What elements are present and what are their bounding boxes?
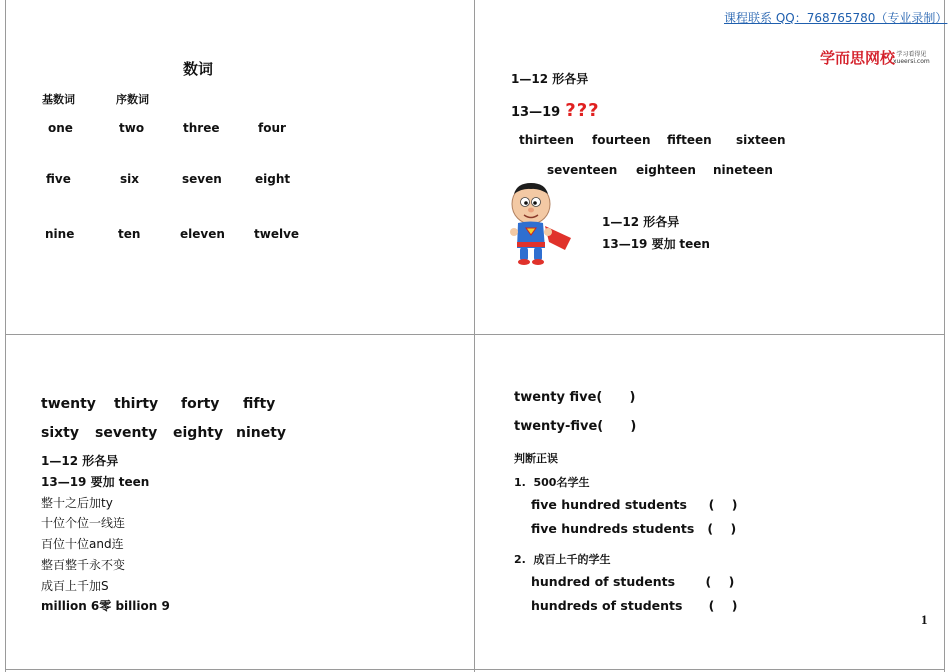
question-option: hundred of students ( ) [531,574,735,589]
rule-line: million 6零 billion 9 [41,599,170,613]
question-option: five hundreds students ( ) [531,521,737,536]
tens-word: fifty [243,396,276,412]
exercise-item: twenty five( ) [514,390,636,405]
rule-line: 13—19 要加 teen [41,475,150,489]
tens-word: twenty [41,396,96,412]
page-number: 1 [921,612,928,627]
bottom-border [5,669,945,670]
number-word: nine [45,227,75,241]
number-word: four [258,121,286,135]
teen-word: eighteen [636,163,696,177]
summary-13-19-prefix: 13—19 要加 [602,237,676,251]
rule-line: 整百整千永不变 [41,558,126,572]
logo-sub-bottom: xueersi.com [893,58,930,65]
rule-line: 百位十位and连 [41,537,124,551]
tens-word: sixty [41,425,79,441]
number-word: eleven [180,227,225,241]
question-option: five hundred students ( ) [531,497,738,512]
teen-word: thirteen [519,133,574,147]
rule-1-12: 1—12 形各异 [511,72,589,86]
teen-word: sixteen [736,133,786,147]
header-ordinal: 序数词 [116,93,149,106]
number-word: seven [182,172,222,186]
number-word: twelve [254,227,300,241]
right-border [944,0,945,672]
slide1-title: 数词 [183,60,214,78]
number-word: three [183,121,220,135]
teen-word: seventeen [547,163,618,177]
question-option: hundreds of students ( ) [531,598,738,613]
summary-13-19 [602,235,710,252]
number-word: ten [118,227,141,241]
tens-word: ninety [236,425,287,441]
logo-sub-top: 学习看得见 [896,51,927,58]
tens-word: eighty [173,425,224,441]
rule-line: 整十之后加ty [41,496,113,510]
xueersi-logo [820,47,895,68]
tens-word: thirty [114,396,159,412]
logo-main-text: 学而思网校 [820,49,896,67]
teens-heading [511,100,600,121]
number-word: six [120,172,139,186]
rule-line: 1—12 形各异 [41,454,119,468]
number-word: five [46,172,71,186]
summary-1-12: 1—12 形各异 [602,215,680,229]
tens-word: seventy [95,425,158,441]
teens-label: 13—19 [511,105,561,120]
logo-sub [893,51,930,65]
rule-line: 成百上千加S [41,579,109,593]
question-1-label: 1. 500名学生 [514,476,590,489]
exercise-item: twenty-five( ) [514,419,637,434]
teen-word: fifteen [667,133,712,147]
judge-title: 判断正误 [514,452,558,465]
teen-word: fourteen [592,133,651,147]
tens-word: forty [181,396,220,412]
number-word: one [48,121,73,135]
course-contact-link[interactable]: 课程联系 QQ：768765780（专业录制） [724,11,948,25]
question-marks: ??? [565,100,600,121]
header-cardinal: 基数词 [42,93,75,106]
vertical-divider [474,0,475,672]
left-border [5,0,6,672]
horizontal-divider [5,334,945,335]
summary-teen-word: teen [679,237,710,251]
superhero-cartoon-icon [505,180,575,266]
number-word: two [119,121,145,135]
number-word: eight [255,172,291,186]
rule-line: 十位个位一线连 [41,516,126,530]
question-2-label: 2. 成百上千的学生 [514,553,611,566]
teen-word: nineteen [713,163,773,177]
